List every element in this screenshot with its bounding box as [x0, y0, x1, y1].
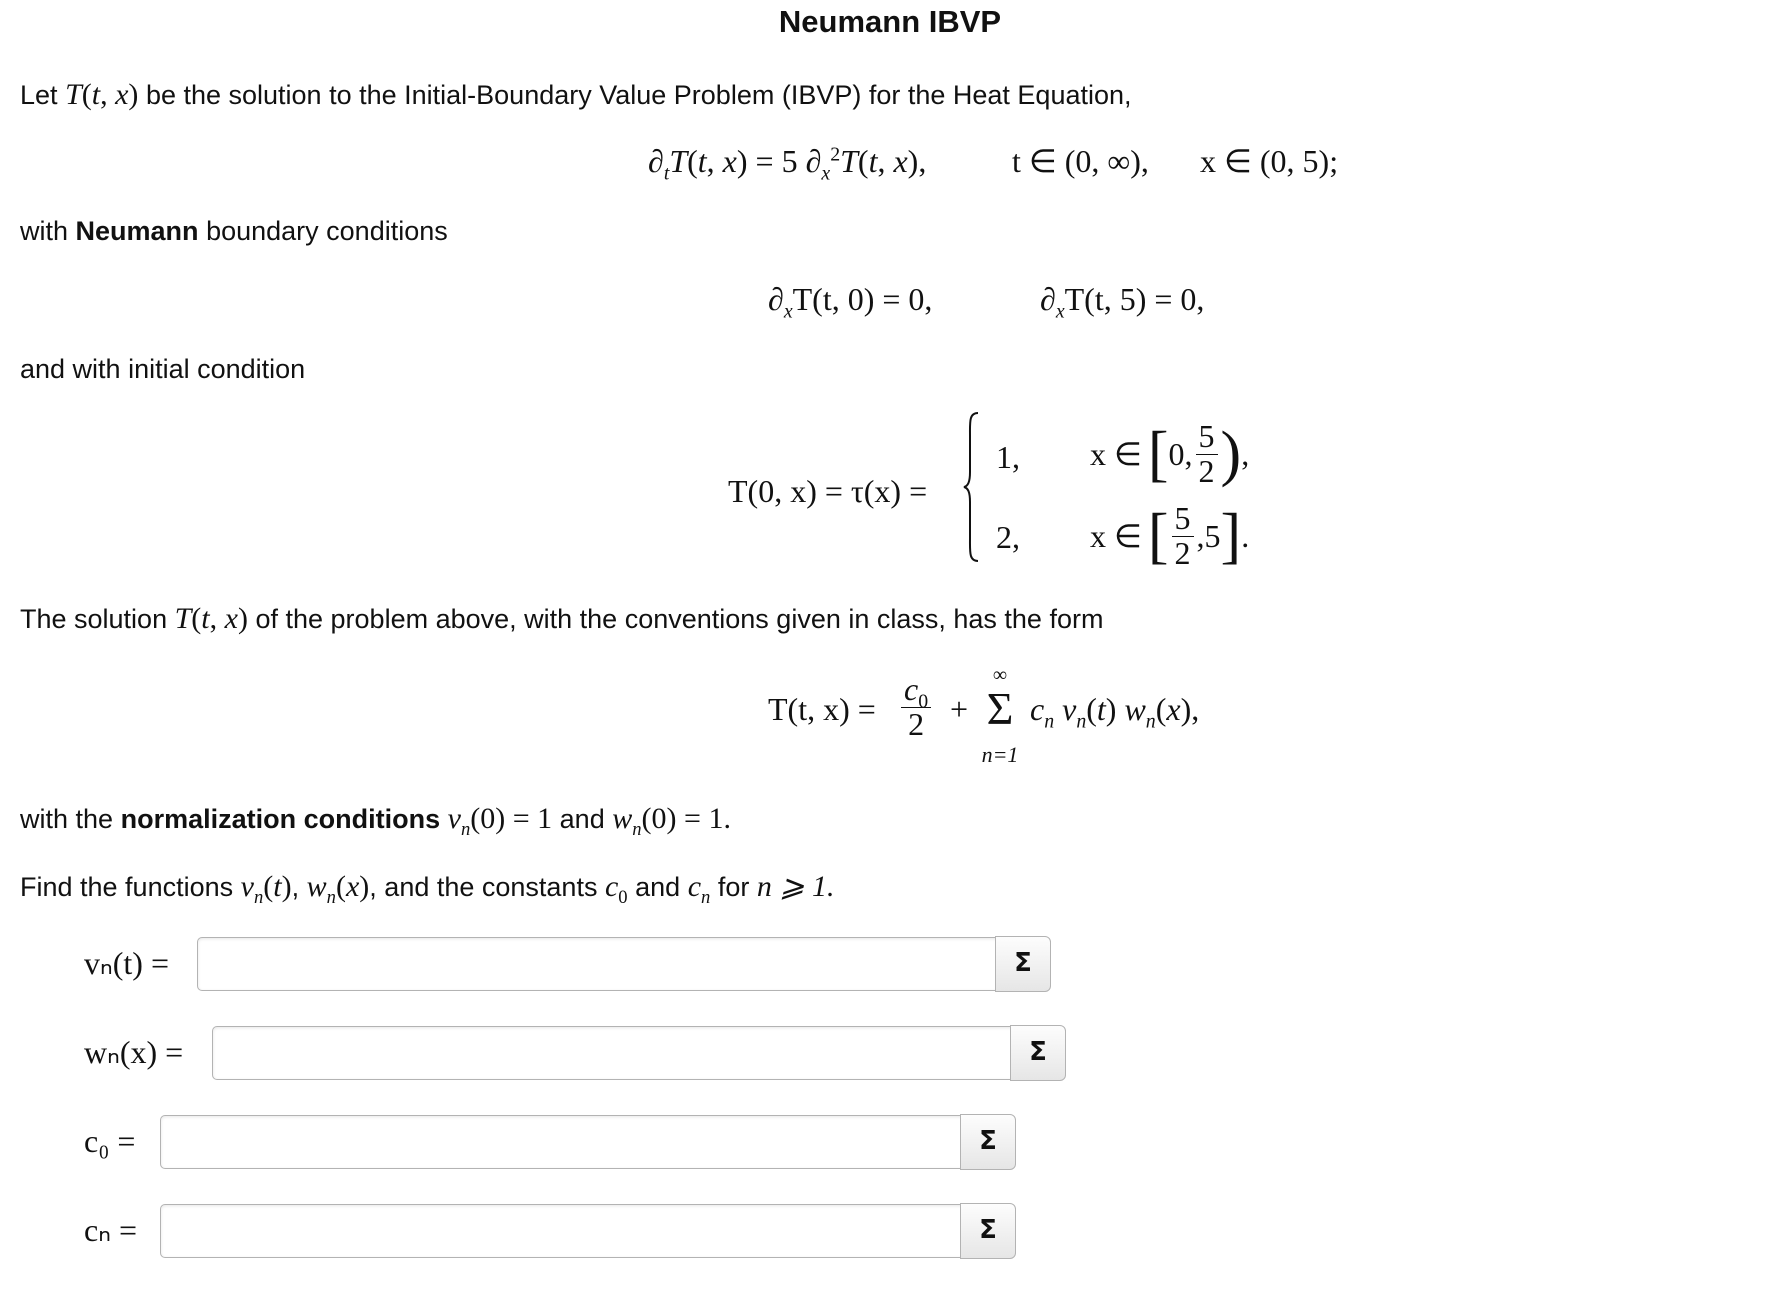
cn-input[interactable] — [160, 1204, 964, 1258]
ic-case2-sym: x ∈ — [1090, 518, 1142, 554]
heat-equation: $\partial_tT(t$, x) = 5 $\partial_x^2T(t$, x), — [648, 143, 927, 185]
cn-label: cₙ = — [84, 1212, 137, 1248]
ic-case2-end: . — [1241, 518, 1250, 554]
sigma-icon: Σ — [1014, 948, 1032, 978]
ic-case2-right: ,5 — [1196, 518, 1221, 554]
ic-case1-frac: $\frac{5}{2}$ — [1196, 420, 1218, 488]
intro-after: be the solution to the Initial-Boundary Value Problem (IBVP) for the Heat Equation, — [145, 80, 1132, 110]
wn-label: wₙ(x) = — [84, 1034, 184, 1070]
sigma-icon: Σ — [979, 1126, 997, 1156]
intro-before: Let — [20, 80, 58, 110]
ic-case1-end: , — [1241, 436, 1250, 472]
find-text-before: Find the functions — [20, 872, 234, 902]
x-domain: x ∈ (0, 5); — [1200, 143, 1339, 179]
bc-text-after: boundary conditions — [206, 216, 448, 246]
ic-case1-interval: x ∈ [ 0, $\frac{5}{2}$ ) , — [1090, 417, 1250, 489]
t-domain: t ∈ (0, ∞), — [1012, 143, 1149, 179]
norm-text: with the normalization conditions $v_n(0) = 1$ and $w_n(0) = 1$. — [20, 802, 731, 840]
ic-case1-sym: x ∈ — [1090, 436, 1142, 472]
find-text-cond: n ⩾ 1. — [756, 870, 835, 903]
norm-text-and: and — [559, 804, 605, 834]
bc-text-bold: Neumann — [75, 216, 199, 246]
norm-text-bold: normalization conditions — [120, 804, 441, 834]
wn-sigma-button[interactable] — [1010, 1025, 1066, 1081]
sigma-icon: Σ — [979, 1215, 997, 1245]
vn-sigma-button[interactable] — [995, 936, 1051, 992]
series-c0-frac: $\frac{c_0}{2}$ — [898, 673, 934, 741]
heat-coefficient: 5 — [781, 143, 798, 179]
ic-case1-value: 1, — [996, 439, 1020, 475]
series-plus: + — [950, 691, 969, 727]
left-brace-icon — [963, 412, 979, 562]
vn-label: vₙ(t) = — [84, 945, 169, 981]
series-terms: $c_n$ $v_n(t)$ $w_n(x)$, — [1030, 691, 1200, 733]
solution-text-before: The solution — [20, 604, 168, 634]
find-text: Find the functions $v_n(t)$, $w_n(x)$, and the constants $c_0$ and $c_n$ for n ⩾ 1. — [20, 870, 835, 908]
ic-case2-interval: x ∈ [ $\frac{5}{2}$ ,5 ] . — [1090, 499, 1250, 571]
vn-input[interactable] — [197, 937, 999, 991]
intro-line: Let T(t, x) be the solution to the Initial-Boundary Value Problem (IBVP) for the Heat Equation, — [20, 78, 1132, 111]
sum-upper: ∞ — [992, 664, 1008, 686]
ic-case2-frac: $\frac{5}{2}$ — [1172, 502, 1194, 570]
series-lhs: T(t, x) = — [768, 691, 876, 727]
ic-case1-left: 0, — [1168, 436, 1193, 472]
solution-text: The solution T(t, x) of the problem above, with the conventions given in class, has the form — [20, 602, 1104, 635]
bc-text-before: with — [20, 216, 69, 246]
ic-text: and with initial condition — [20, 354, 306, 384]
ic-lhs: T(0, x) = τ(x) = — [728, 473, 928, 509]
find-text-mid: , and the constants — [369, 872, 598, 902]
bc-text — [20, 214, 448, 248]
c0-input[interactable] — [160, 1115, 964, 1169]
bc-right-text: T(t, 5) = 0, — [1064, 281, 1205, 317]
sum-icon: Σ — [986, 683, 1014, 734]
solution-text-after: of the problem above, with the conventions given in class, has the form — [255, 604, 1104, 634]
bc-left: $\partial_xT(t$, 0) = 0, — [768, 281, 933, 323]
sum-lower: n=1 — [981, 742, 1019, 767]
sigma-icon: Σ — [1029, 1037, 1047, 1067]
c0-label: c₀ = — [84, 1123, 136, 1159]
wn-input[interactable] — [212, 1026, 1014, 1080]
bc-left-text: T(t, 0) = 0, — [792, 281, 933, 317]
page-title: Neumann IBVP — [778, 4, 1002, 39]
ic-case2-value: 2, — [996, 519, 1020, 555]
norm-text-before: with the — [20, 804, 114, 834]
c0-sigma-button[interactable] — [960, 1114, 1016, 1170]
cn-sigma-button[interactable] — [960, 1203, 1016, 1259]
bc-right: $\partial_xT(t$, 5) = 0, — [1040, 281, 1205, 323]
